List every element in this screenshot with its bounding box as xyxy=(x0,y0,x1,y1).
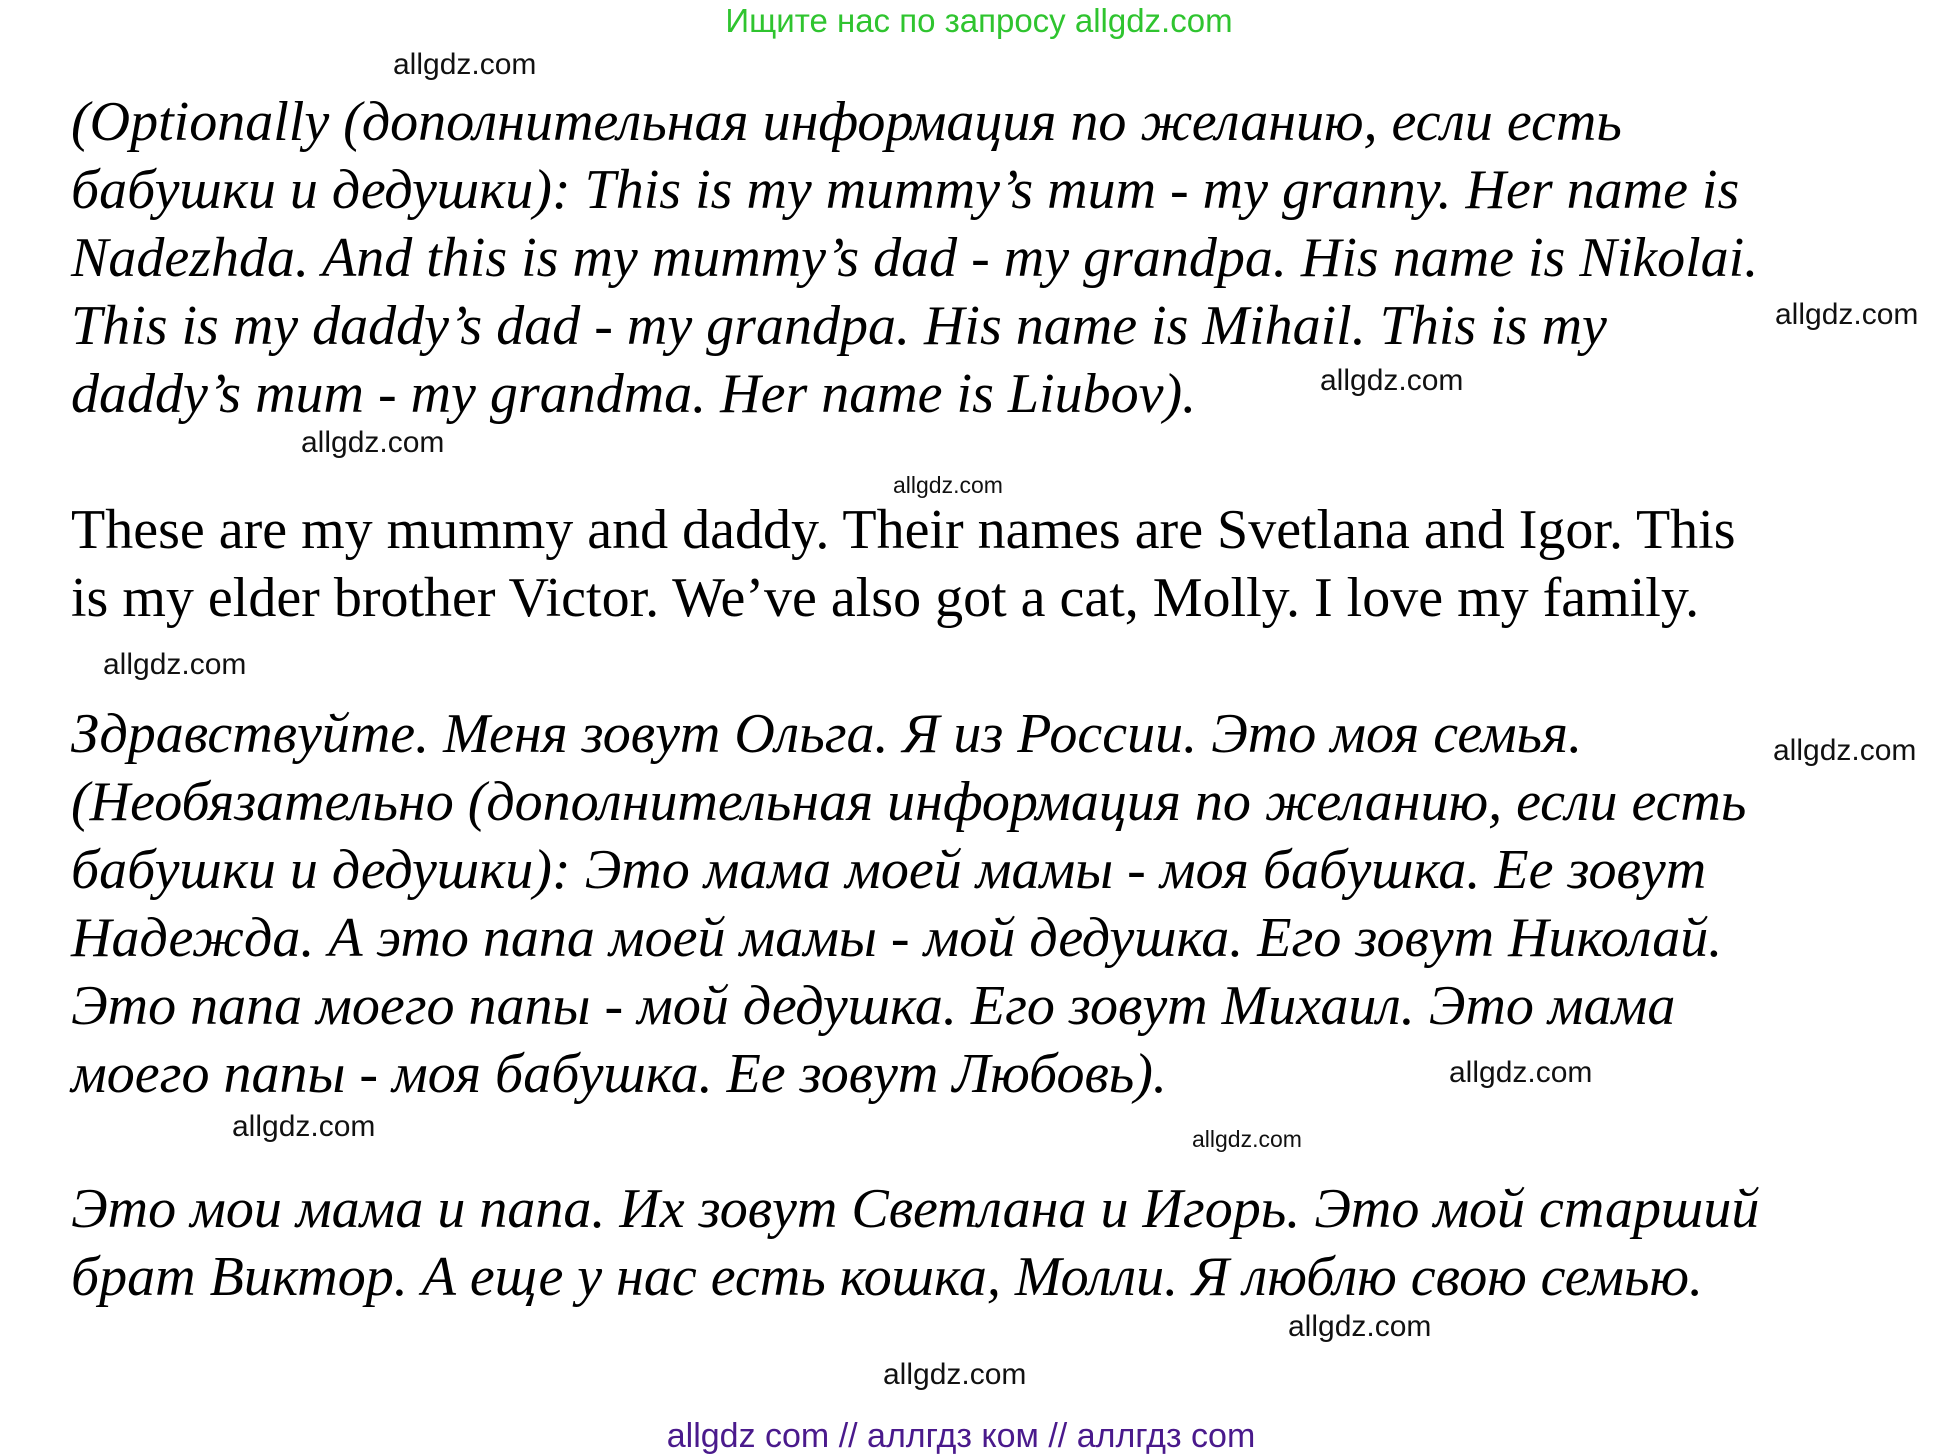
footer-site-links: allgdz com // аллгдз ком // аллгдз com xyxy=(666,1417,1256,1455)
watermark: allgdz.com xyxy=(1320,364,1464,397)
watermark: allgdz.com xyxy=(301,426,445,459)
paragraph-3-line: моего папы - моя бабушка. Ее зовут Любовь). xyxy=(71,1043,1167,1105)
paragraph-3-line: Здравствуйте. Меня зовут Ольга. Я из России. Это моя семья. xyxy=(71,703,1583,765)
paragraph-1-line: daddy’s mum - my grandma. Her name is Liubov). xyxy=(71,363,1197,425)
paragraph-3-line: Это папа моего папы - мой дедушка. Его зовут Михаил. Это мама xyxy=(71,975,1676,1037)
paragraph-2-line: These are my mummy and daddy. Their names are Svetlana and Igor. This xyxy=(71,499,1736,561)
watermark: allgdz.com xyxy=(883,1358,1027,1391)
paragraph-3-line: (Необязательно (дополнительная информация по желанию, если есть xyxy=(71,771,1747,833)
paragraph-4-line: брат Виктор. А еще у нас есть кошка, Молли. Я люблю свою семью. xyxy=(71,1246,1703,1308)
watermark: allgdz.com xyxy=(1775,298,1919,331)
paragraph-1-line: (Optionally (дополнительная информация по желанию, если есть xyxy=(71,91,1622,153)
paragraph-3-line: Надежда. А это папа моей мамы - мой дедушка. Его зовут Николай. xyxy=(71,907,1723,969)
watermark: allgdz.com xyxy=(393,48,537,81)
watermark: allgdz.com xyxy=(103,648,247,681)
paragraph-3-line: бабушки и дедушки): Это мама моей мамы - моя бабушка. Ее зовут xyxy=(71,839,1707,901)
paragraph-1-line: бабушки и дедушки): This is my mummy’s mum - my granny. Her name is xyxy=(71,159,1740,221)
watermark: allgdz.com xyxy=(232,1110,376,1143)
paragraph-2-line: is my elder brother Victor. We’ve also got a cat, Molly. I love my family. xyxy=(71,567,1700,629)
watermark: allgdz.com xyxy=(1773,734,1917,767)
watermark: allgdz.com xyxy=(1192,1126,1302,1152)
paragraph-1-line: Nadezhda. And this is my mummy’s dad - my grandpa. His name is Nikolai. xyxy=(71,227,1759,289)
paragraph-4-line: Это мои мама и папа. Их зовут Светлана и Игорь. Это мой старший xyxy=(71,1178,1760,1240)
watermark: allgdz.com xyxy=(1449,1056,1593,1089)
watermark: allgdz.com xyxy=(893,472,1003,498)
paragraph-1-line: This is my daddy’s dad - my grandpa. His name is Mihail. This is my xyxy=(71,295,1607,357)
watermark: allgdz.com xyxy=(1288,1310,1432,1343)
search-hint-banner: Ищите нас по запросу allgdz.com xyxy=(725,2,1233,39)
